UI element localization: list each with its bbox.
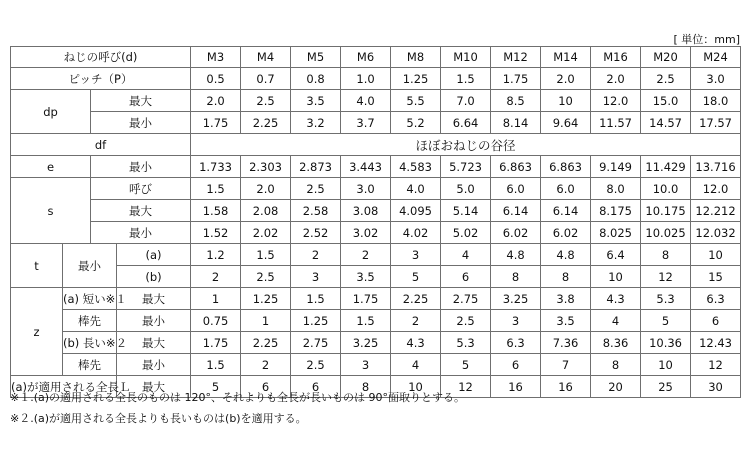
value-cell: 12 — [691, 354, 741, 376]
unit-note: [ 単位：mm] — [673, 33, 740, 46]
s-nominal-row — [11, 178, 741, 200]
value-cell: 8 — [591, 354, 641, 376]
value-cell: 2 — [291, 244, 341, 266]
value-cell: 8 — [341, 376, 391, 398]
value-cell: 2 — [241, 354, 291, 376]
value-cell: 2.02 — [241, 222, 291, 244]
value-cell: 3.25 — [341, 332, 391, 354]
value-cell: 10.0 — [641, 178, 691, 200]
value-cell: 12 — [641, 266, 691, 288]
pitch-row — [11, 68, 741, 90]
e-min-row — [11, 156, 741, 178]
pitch-label: ピッチ（P） — [11, 68, 191, 90]
value-cell: 7.0 — [441, 90, 491, 112]
value-cell: 5.2 — [391, 112, 441, 134]
max-label: 最大 — [117, 376, 191, 398]
value-cell: 2.52 — [291, 222, 341, 244]
value-cell: 1.52 — [191, 222, 241, 244]
value-cell: 9.64 — [541, 112, 591, 134]
value-cell: 5.5 — [391, 90, 441, 112]
max-label: 最大 — [117, 332, 191, 354]
value-cell: 2.0 — [191, 90, 241, 112]
value-cell: 1 — [241, 310, 291, 332]
value-cell: 6.3 — [691, 288, 741, 310]
value-cell: 1.5 — [191, 178, 241, 200]
value-cell: 6 — [491, 354, 541, 376]
z-a-min-row — [11, 310, 741, 332]
value-cell: 5 — [391, 266, 441, 288]
df-note: ほぼおねじの谷径 — [191, 134, 741, 156]
value-cell: 2.5 — [441, 310, 491, 332]
value-cell: 4 — [391, 354, 441, 376]
value-cell: 17.57 — [691, 112, 741, 134]
s-min-row — [11, 222, 741, 244]
value-cell: 10.175 — [641, 200, 691, 222]
value-cell: 6.02 — [541, 222, 591, 244]
t-a-row — [11, 244, 741, 266]
value-cell: 13.716 — [691, 156, 741, 178]
value-cell: 12 — [441, 376, 491, 398]
value-cell: 3.5 — [291, 90, 341, 112]
value-cell: 16 — [541, 376, 591, 398]
value-cell: 1.2 — [191, 244, 241, 266]
value-cell: 1.75 — [191, 112, 241, 134]
value-cell: 3.0 — [691, 68, 741, 90]
value-cell: 6 — [241, 376, 291, 398]
value-cell: 3 — [491, 310, 541, 332]
value-cell: 14.57 — [641, 112, 691, 134]
value-cell: 0.5 — [191, 68, 241, 90]
value-cell: 10 — [591, 266, 641, 288]
min-label: 最小 — [91, 156, 191, 178]
value-cell: 3.2 — [291, 112, 341, 134]
value-cell: 11.57 — [591, 112, 641, 134]
value-cell: 12.212 — [691, 200, 741, 222]
value-cell: 3.8 — [541, 288, 591, 310]
value-cell: 7 — [541, 354, 591, 376]
value-cell: 2.5 — [241, 90, 291, 112]
value-cell: 8.36 — [591, 332, 641, 354]
value-cell: 8.0 — [591, 178, 641, 200]
min-label: 最小 — [91, 112, 191, 134]
value-cell: 3.0 — [341, 178, 391, 200]
value-cell: 1.5 — [441, 68, 491, 90]
value-cell: 2.5 — [291, 354, 341, 376]
df-label: df — [11, 134, 191, 156]
value-cell: 11.429 — [641, 156, 691, 178]
value-cell: 6.02 — [491, 222, 541, 244]
value-cell: 3 — [291, 266, 341, 288]
value-cell: 5.02 — [441, 222, 491, 244]
z-tip-label: 棒先 — [63, 354, 117, 376]
s-max-row — [11, 200, 741, 222]
min-label: 最小 — [117, 310, 191, 332]
value-cell: 4.8 — [541, 244, 591, 266]
value-cell: 2.58 — [291, 200, 341, 222]
value-cell: 8.025 — [591, 222, 641, 244]
value-cell: 5 — [641, 310, 691, 332]
value-cell: 2 — [391, 310, 441, 332]
value-cell: 4 — [441, 244, 491, 266]
value-cell: 0.75 — [191, 310, 241, 332]
value-cell: 2.75 — [291, 332, 341, 354]
value-cell: 16 — [491, 376, 541, 398]
value-cell: 10 — [541, 90, 591, 112]
value-cell: 5.14 — [441, 200, 491, 222]
value-cell: 6.4 — [591, 244, 641, 266]
value-cell: 2.303 — [241, 156, 291, 178]
header-label: ねじの呼び(d) — [11, 47, 191, 68]
size-cell: M5 — [291, 47, 341, 68]
value-cell: 18.0 — [691, 90, 741, 112]
value-cell: 6.3 — [491, 332, 541, 354]
value-cell: 1.75 — [491, 68, 541, 90]
size-cell: M6 — [341, 47, 391, 68]
max-label: 最大 — [91, 200, 191, 222]
value-cell: 2.5 — [291, 178, 341, 200]
size-cell: M14 — [541, 47, 591, 68]
value-cell: 3.25 — [491, 288, 541, 310]
value-cell: 3.5 — [341, 266, 391, 288]
value-cell: 6.863 — [491, 156, 541, 178]
size-cell: M3 — [191, 47, 241, 68]
value-cell: 2 — [341, 244, 391, 266]
length-label: (a)が適用される全長Ｌ — [11, 376, 117, 398]
value-cell: 4.095 — [391, 200, 441, 222]
value-cell: 6.0 — [541, 178, 591, 200]
value-cell: 1.733 — [191, 156, 241, 178]
value-cell: 5.3 — [641, 288, 691, 310]
size-cell: M24 — [691, 47, 741, 68]
value-cell: 3.02 — [341, 222, 391, 244]
value-cell: 10.025 — [641, 222, 691, 244]
t-label: t — [11, 244, 63, 288]
value-cell: 1.5 — [341, 310, 391, 332]
value-cell: 2.25 — [241, 112, 291, 134]
value-cell: 8 — [641, 244, 691, 266]
value-cell: 15 — [691, 266, 741, 288]
value-cell: 5.3 — [441, 332, 491, 354]
b-label: (b) — [117, 266, 191, 288]
z-label: z — [11, 288, 63, 376]
value-cell: 3.443 — [341, 156, 391, 178]
max-label: 最大 — [91, 90, 191, 112]
footnote-2: ※２.(a)が適用される全長よりも長いものは(b)を適用する。 — [10, 412, 307, 425]
e-label: e — [11, 156, 91, 178]
size-cell: M20 — [641, 47, 691, 68]
value-cell: 10 — [391, 376, 441, 398]
dp-max-row — [11, 90, 741, 112]
size-cell: M16 — [591, 47, 641, 68]
value-cell: 2.25 — [241, 332, 291, 354]
value-cell: 8.175 — [591, 200, 641, 222]
value-cell: 8 — [541, 266, 591, 288]
a-label: (a) — [117, 244, 191, 266]
value-cell: 2.0 — [241, 178, 291, 200]
value-cell: 2.5 — [241, 266, 291, 288]
s-label: s — [11, 178, 91, 244]
value-cell: 12.43 — [691, 332, 741, 354]
value-cell: 25 — [641, 376, 691, 398]
value-cell: 6.14 — [491, 200, 541, 222]
min-label: 最小 — [63, 244, 117, 288]
value-cell: 1.5 — [191, 354, 241, 376]
value-cell: 6 — [691, 310, 741, 332]
t-b-row — [11, 266, 741, 288]
value-cell: 2.873 — [291, 156, 341, 178]
value-cell: 5.0 — [441, 178, 491, 200]
value-cell: 1 — [191, 288, 241, 310]
footnote-1: ※１.(a)の適用される全長のものは 120°、それよりも全長が長いものは 90°面取りとする。 — [10, 391, 466, 404]
value-cell: 1.25 — [241, 288, 291, 310]
value-cell: 0.8 — [291, 68, 341, 90]
z-tip-label: 棒先 — [63, 310, 117, 332]
value-cell: 1.5 — [291, 288, 341, 310]
value-cell: 4.02 — [391, 222, 441, 244]
value-cell: 12.032 — [691, 222, 741, 244]
value-cell: 4.0 — [391, 178, 441, 200]
nominal-label: 呼び — [91, 178, 191, 200]
value-cell: 8.14 — [491, 112, 541, 134]
max-label: 最大 — [117, 288, 191, 310]
value-cell: 4.583 — [391, 156, 441, 178]
value-cell: 3.7 — [341, 112, 391, 134]
value-cell: 15.0 — [641, 90, 691, 112]
z-b-long-label: (b) 長い※２ — [63, 332, 117, 354]
size-cell: M8 — [391, 47, 441, 68]
value-cell: 2.0 — [591, 68, 641, 90]
value-cell: 4 — [591, 310, 641, 332]
dimension-table — [10, 46, 741, 398]
value-cell: 7.36 — [541, 332, 591, 354]
value-cell: 8 — [491, 266, 541, 288]
value-cell: 1.75 — [191, 332, 241, 354]
value-cell: 0.7 — [241, 68, 291, 90]
value-cell: 12.0 — [591, 90, 641, 112]
value-cell: 3 — [341, 354, 391, 376]
value-cell: 1.0 — [341, 68, 391, 90]
value-cell: 10 — [641, 354, 691, 376]
value-cell: 3.5 — [541, 310, 591, 332]
value-cell: 2.08 — [241, 200, 291, 222]
df-row — [11, 134, 741, 156]
z-a-max-row — [11, 288, 741, 310]
value-cell: 3.08 — [341, 200, 391, 222]
value-cell: 6.863 — [541, 156, 591, 178]
value-cell: 5 — [191, 376, 241, 398]
value-cell: 1.5 — [241, 244, 291, 266]
value-cell: 6 — [291, 376, 341, 398]
z-b-max-row — [11, 332, 741, 354]
value-cell: 8.5 — [491, 90, 541, 112]
value-cell: 30 — [691, 376, 741, 398]
dp-label: dp — [11, 90, 91, 134]
value-cell: 12.0 — [691, 178, 741, 200]
value-cell: 1.25 — [391, 68, 441, 90]
value-cell: 4.3 — [391, 332, 441, 354]
footnotes — [10, 387, 465, 429]
value-cell: 2.25 — [391, 288, 441, 310]
z-a-short-label: (a) 短い※１ — [63, 288, 117, 310]
value-cell: 6.64 — [441, 112, 491, 134]
value-cell: 4.3 — [591, 288, 641, 310]
z-b-min-row — [11, 354, 741, 376]
value-cell: 5.723 — [441, 156, 491, 178]
header-row — [11, 47, 741, 68]
size-cell: M4 — [241, 47, 291, 68]
min-label: 最小 — [117, 354, 191, 376]
size-cell: M12 — [491, 47, 541, 68]
value-cell: 6 — [441, 266, 491, 288]
value-cell: 2.5 — [641, 68, 691, 90]
size-cell: M10 — [441, 47, 491, 68]
value-cell: 1.58 — [191, 200, 241, 222]
value-cell: 2 — [191, 266, 241, 288]
value-cell: 1.75 — [341, 288, 391, 310]
value-cell: 20 — [591, 376, 641, 398]
value-cell: 9.149 — [591, 156, 641, 178]
value-cell: 3 — [391, 244, 441, 266]
value-cell: 4.8 — [491, 244, 541, 266]
value-cell: 4.0 — [341, 90, 391, 112]
value-cell: 6.0 — [491, 178, 541, 200]
value-cell: 6.14 — [541, 200, 591, 222]
value-cell: 2.75 — [441, 288, 491, 310]
value-cell: 5 — [441, 354, 491, 376]
min-label: 最小 — [91, 222, 191, 244]
dp-min-row — [11, 112, 741, 134]
value-cell: 1.25 — [291, 310, 341, 332]
value-cell: 2.0 — [541, 68, 591, 90]
value-cell: 10.36 — [641, 332, 691, 354]
value-cell: 10 — [691, 244, 741, 266]
